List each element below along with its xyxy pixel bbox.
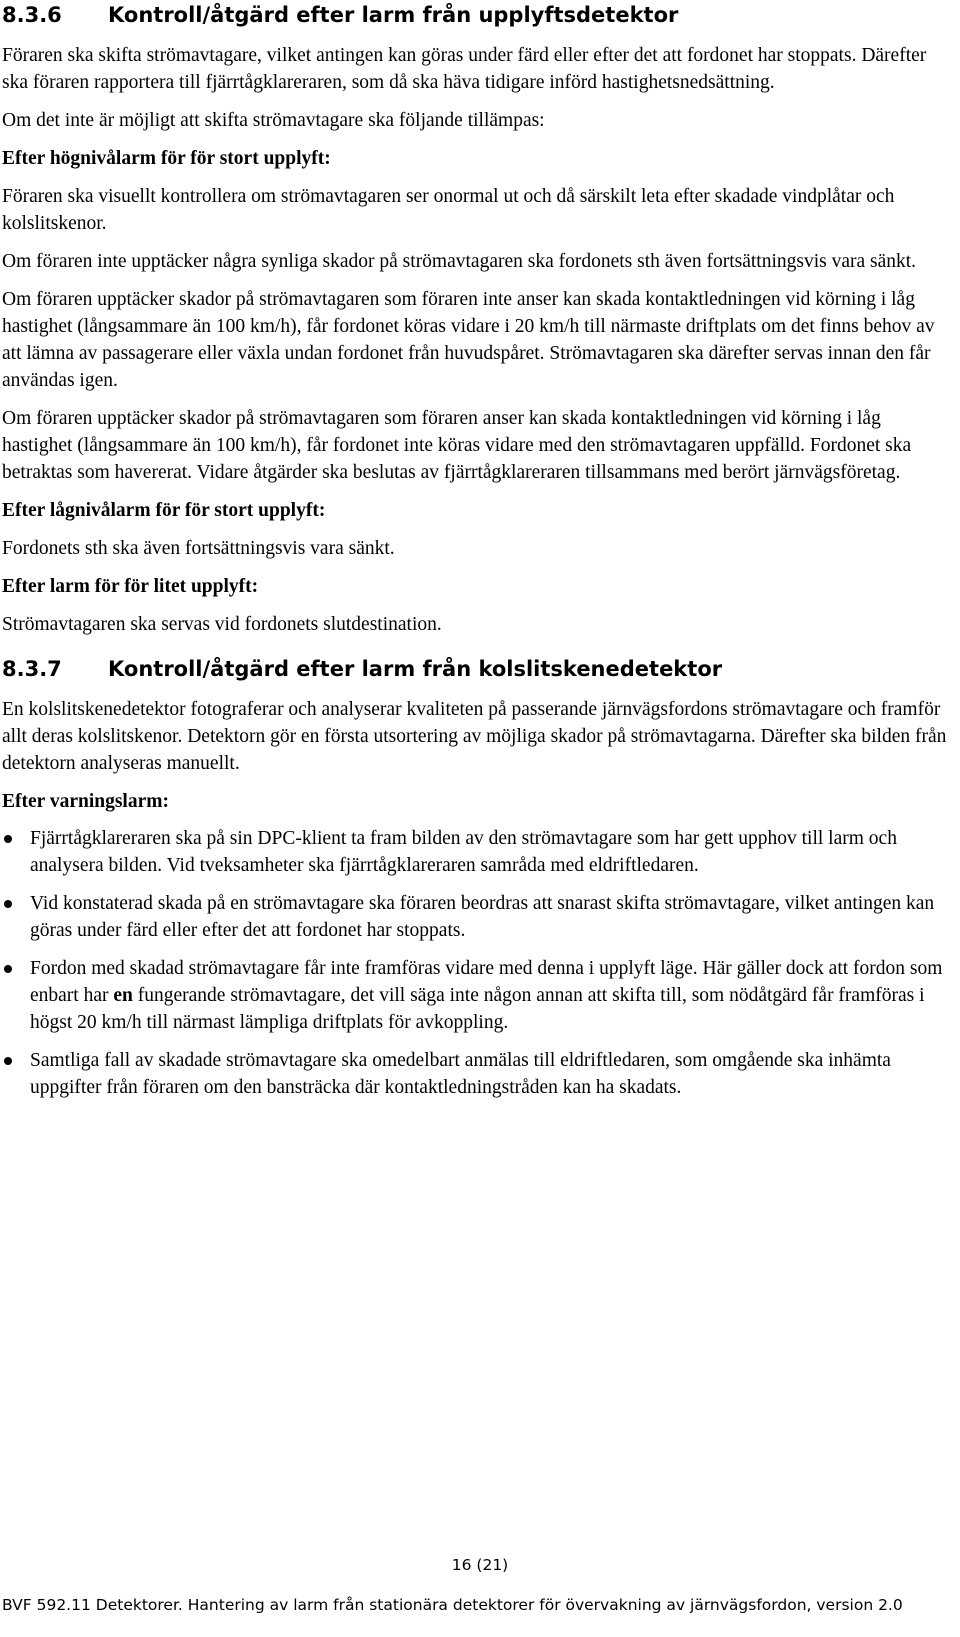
paragraph: En kolslitskenedetektor fotograferar och analyserar kvaliteten på passerande järnvägsfordons strömavtagare och framför allt deras kolslitskenor. Detektorn gör en första utsortering av möjliga skador på strömavtagarna. Därefter ska bilden från detektorn analyseras manuellt. bbox=[2, 699, 947, 774]
bullet-list bbox=[2, 825, 947, 1101]
section-heading-837 bbox=[2, 656, 947, 682]
paragraph: Om föraren inte upptäcker några synliga skador på strömavtagaren ska fordonets sth även fortsättningsvis vara sänkt. bbox=[2, 251, 917, 272]
paragraph: Fordonets sth ska även fortsättningsvis vara sänkt. bbox=[2, 538, 395, 559]
bullet-icon bbox=[4, 1057, 12, 1065]
list-item bbox=[2, 890, 947, 944]
list-item bbox=[2, 1047, 947, 1101]
bullet-icon bbox=[4, 900, 12, 908]
list-item-text: Vid konstaterad skada på en strömavtagare ska föraren beordras att snarast skifta strömavtagare, vilket antingen kan göras under färd eller efter det att fordonet har stoppats. bbox=[30, 893, 935, 941]
paragraph: Om föraren upptäcker skador på strömavtagaren som föraren inte anser kan skada kontaktledningen vid körning i låg hastighet (långsammare än 100 km/h), får fordonet köras vidare i 20 km/h till närmaste driftplats om det finns behov av att lämna av passagerare eller växla undan fordonet från huvudspåret. Strömavtagaren ska därefter servas innan den får användas igen. bbox=[2, 289, 935, 391]
paragraph: Strömavtagaren ska servas vid fordonets slutdestination. bbox=[2, 614, 442, 635]
section-heading-836 bbox=[2, 2, 947, 28]
paragraph: Om föraren upptäcker skador på strömavtagaren som föraren anser kan skada kontaktledningen vid körning i låg hastighet (långsammare än 100 km/h), får fordonet inte köras vidare med den strömavtagaren uppfälld. Fordonet ska betraktas som havererat. Vidare åtgärder ska beslutas av fjärrtågklareraren tillsammans med berört järnvägsföretag. bbox=[2, 408, 912, 483]
list-item bbox=[2, 955, 947, 1036]
subheading-low-level-alarm: Efter lågnivålarm för för stort upplyft: bbox=[2, 500, 326, 521]
section-number: 8.3.6 bbox=[2, 3, 62, 27]
bullet-icon bbox=[4, 965, 12, 973]
list-item bbox=[2, 825, 947, 879]
paragraph: Om det inte är möjligt att skifta strömavtagare ska följande tillämpas: bbox=[2, 110, 545, 131]
list-item-text: Fjärrtågklareraren ska på sin DPC-klient ta fram bilden av den strömavtagare som har gett upphov till larm och analysera bilden. Vid tveksamheter ska fjärrtågklareraren samråda med eldriftledaren. bbox=[30, 828, 897, 876]
page-number: 16 (21) bbox=[451, 1556, 509, 1574]
bullet-icon bbox=[4, 835, 12, 843]
list-item-text-start: Fordon med skadad strömavtagare får inte framföras vidare med denna i upplyft läge. Här gäller dock att fordon som enbart har bbox=[30, 958, 943, 1006]
list-item-text-end: fungerande strömavtagare, det vill säga inte någon annan att skifta till, som nödåtgärd får framföras i högst 20 km/h till närmast lämpliga driftplats för avkoppling. bbox=[30, 985, 925, 1033]
section-title: Kontroll/åtgärd efter larm från kolslitskenedetektor bbox=[108, 657, 723, 681]
list-item-text: Samtliga fall av skadade strömavtagare ska omedelbart anmälas till eldriftledaren, som omgående ska inhämta uppgifter från föraren om den bansträcka där kontaktledningstråden kan ha skadats. bbox=[30, 1050, 891, 1098]
paragraph: Föraren ska visuellt kontrollera om strömavtagaren ser onormal ut och då särskilt leta efter skadade vindplåtar och kolslitskenor. bbox=[2, 186, 895, 234]
subheading-warning-alarm: Efter varningslarm: bbox=[2, 791, 169, 812]
subheading-high-level-alarm: Efter högnivålarm för för stort upplyft: bbox=[2, 148, 331, 169]
emphasis-text: en bbox=[113, 985, 133, 1006]
paragraph: Föraren ska skifta strömavtagare, vilket antingen kan göras under färd eller efter det att fordonet har stoppats. Därefter ska föraren rapportera till fjärrtågklareraren, som då ska häva tidigare införd hastighetsnedsättning. bbox=[2, 45, 927, 93]
subheading-small-lift-alarm: Efter larm för för litet upplyft: bbox=[2, 576, 259, 597]
section-number: 8.3.7 bbox=[2, 657, 62, 681]
document-reference: BVF 592.11 Detektorer. Hantering av larm från stationära detektorer för övervakning av järnvägsfordon, version 2.0 bbox=[2, 1596, 903, 1614]
section-title: Kontroll/åtgärd efter larm från upplyftsdetektor bbox=[108, 3, 679, 27]
